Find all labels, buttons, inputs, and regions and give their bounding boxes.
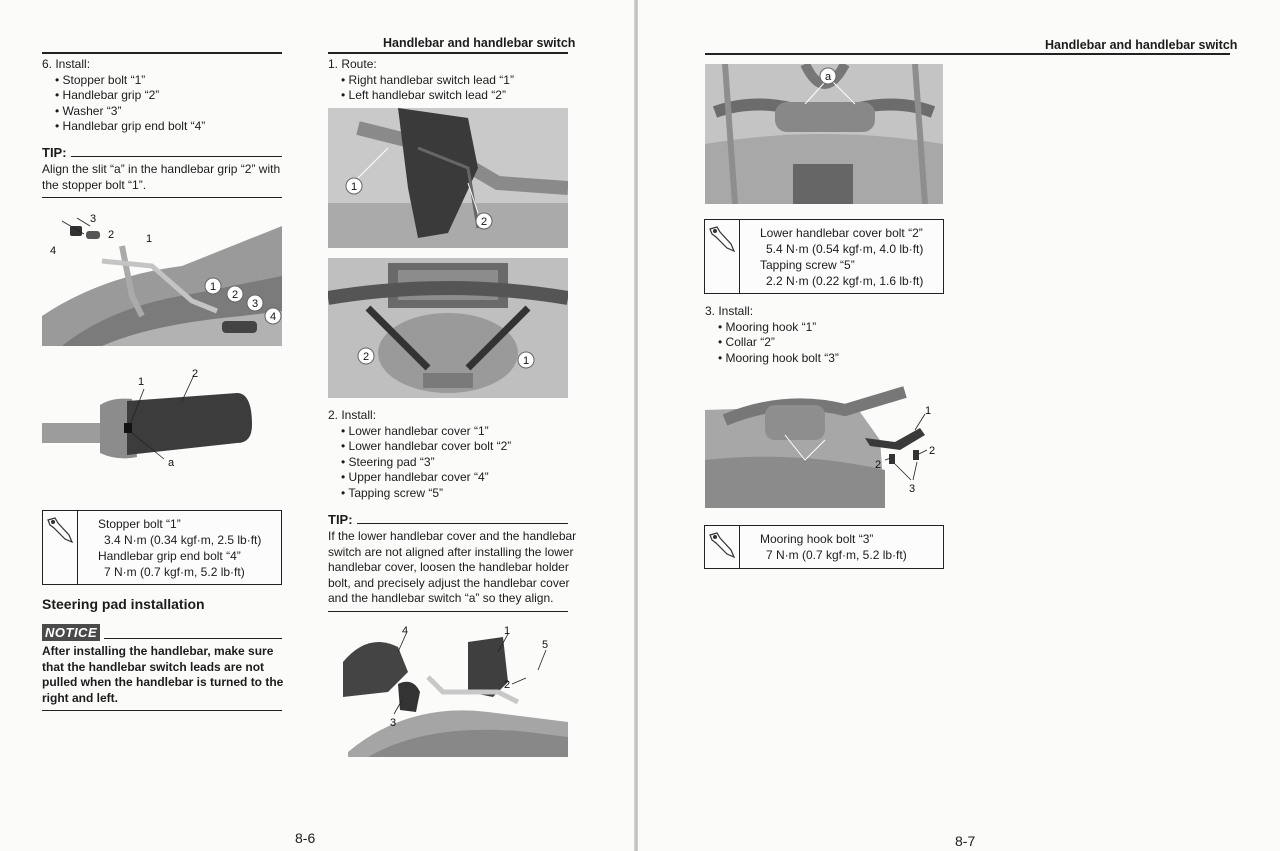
- torque-wrench-icon: [705, 220, 740, 293]
- tip-line: switch are not aligned after installing the lower: [328, 544, 574, 559]
- torque-line: Tapping screw “5”: [760, 258, 855, 272]
- callout-3: 3: [909, 483, 916, 495]
- callout-3: 3: [390, 717, 397, 729]
- callout-2: 2: [504, 679, 511, 691]
- step2-item: • Steering pad “3”: [341, 454, 435, 469]
- callout-2: 2: [481, 216, 488, 228]
- callout-1: 1: [925, 405, 932, 417]
- torque-line: Lower handlebar cover bolt “2”: [760, 226, 923, 240]
- grip-exploded-figure: [42, 206, 282, 346]
- torque-line: 2.2 N·m (0.22 kgf·m, 1.6 lb·ft): [766, 274, 924, 288]
- step2-item: • Upper handlebar cover “4”: [341, 470, 489, 484]
- step3-title: 3. Install:: [705, 304, 754, 318]
- torque-line: 7 N·m (0.7 kgf·m, 5.2 lb·ft): [766, 548, 907, 562]
- callout-1: 1: [210, 281, 217, 293]
- torque-line: 3.4 N·m (0.34 kgf·m, 2.5 lb·ft): [104, 533, 262, 547]
- callout-2: 2: [232, 289, 239, 301]
- callout-3: 3: [252, 298, 259, 310]
- torque-line: 5.4 N·m (0.54 kgf·m, 4.0 lb·ft): [766, 242, 924, 256]
- callout-1: 1: [138, 376, 145, 388]
- callout-a: a: [168, 457, 175, 469]
- callout-2: 2: [192, 368, 199, 380]
- step3-item: • Mooring hook “1”: [718, 319, 817, 334]
- page-number-left: 8-6: [295, 830, 316, 846]
- notice-line: After installing the handlebar, make sure: [42, 644, 274, 658]
- torque-spec-box: [42, 510, 282, 585]
- page-number-right: 8-7: [955, 833, 976, 849]
- callout-2: 2: [363, 351, 370, 363]
- torque-line: Stopper bolt “1”: [98, 517, 181, 531]
- callout-4: 4: [50, 245, 57, 257]
- step1-item: • Left handlebar switch lead “2”: [341, 88, 506, 102]
- callout-3: 3: [90, 213, 97, 225]
- step2-title: 2. Install:: [328, 408, 377, 422]
- step1-block: [328, 57, 573, 104]
- mooring-hook-figure: [705, 380, 945, 508]
- callout-1: 1: [351, 181, 358, 193]
- notice-label: NOTICE: [42, 624, 100, 641]
- cover-exploded-figure: [328, 622, 568, 757]
- callout-2: 2: [929, 445, 936, 457]
- torque-wrench-icon: [43, 511, 78, 584]
- step6-item: • Stopper bolt “1”: [55, 72, 146, 87]
- tip-box-1: [42, 145, 282, 198]
- step6-item: • Handlebar grip “2”: [55, 88, 160, 102]
- tip-label: TIP:: [42, 145, 67, 160]
- step2-item: • Lower handlebar cover bolt “2”: [341, 439, 512, 453]
- header-rule-right: [705, 53, 1230, 55]
- page-header-right: Handlebar and handlebar switch: [1045, 38, 1238, 52]
- torque-line: Mooring hook bolt “3”: [760, 532, 874, 546]
- torque-spec-box: [704, 525, 944, 569]
- grip-slit-figure: [42, 365, 282, 480]
- tip-line: If the lower handlebar cover and the handlebar: [328, 529, 577, 543]
- lead-routing-top-view-photo: [328, 258, 568, 398]
- tip-line: the stopper bolt “1”.: [42, 177, 147, 192]
- step3-item: • Collar “2”: [718, 335, 775, 349]
- callout-1: 1: [504, 625, 511, 637]
- section-title: Steering pad installation: [42, 596, 205, 612]
- torque-spec-box: [704, 219, 944, 294]
- callout-2: 2: [875, 459, 882, 471]
- notice-line: right and left.: [42, 690, 118, 705]
- tip-box-2: [328, 512, 577, 612]
- step2-block: [328, 408, 573, 501]
- handlebar-switch-photo: [705, 64, 943, 204]
- callout-a: a: [825, 71, 832, 83]
- tip-line: Align the slit “a” in the handlebar grip “2” with: [42, 162, 281, 176]
- tip-label: TIP:: [328, 512, 353, 527]
- callout-4: 4: [270, 311, 277, 323]
- tip-line: bolt, and precisely adjust the handlebar cover: [328, 575, 570, 590]
- step2-item: • Tapping screw “5”: [341, 485, 444, 500]
- step3-block: [705, 304, 945, 366]
- header-rule-left-col1: [42, 52, 282, 54]
- step2-item: • Lower handlebar cover “1”: [341, 423, 489, 438]
- step6-item: • Handlebar grip end bolt “4”: [55, 119, 206, 133]
- step1-item: • Right handlebar switch lead “1”: [341, 72, 514, 87]
- header-rule-left: [328, 52, 568, 54]
- step6-title: 6. Install:: [42, 57, 91, 71]
- callout-4: 4: [402, 625, 409, 637]
- tip-line: and the handlebar switch “a” so they align.: [328, 591, 554, 605]
- tip-line: handlebar cover, loosen the handlebar holder: [328, 560, 569, 574]
- torque-line: Handlebar grip end bolt “4”: [98, 549, 241, 563]
- step3-item: • Mooring hook bolt “3”: [718, 350, 839, 365]
- step1-title: 1. Route:: [328, 57, 377, 71]
- torque-line: 7 N·m (0.7 kgf·m, 5.2 lb·ft): [104, 565, 245, 579]
- callout-2: 2: [108, 229, 115, 241]
- callout-1: 1: [523, 355, 530, 367]
- step6-block: [42, 57, 287, 135]
- notice-line: pulled when the handlebar is turned to the: [42, 675, 284, 689]
- switch-lead-routing-photo: [328, 108, 568, 248]
- notice-box: [42, 624, 282, 711]
- page-header-left: Handlebar and handlebar switch: [383, 36, 576, 50]
- callout-1: 1: [146, 233, 153, 245]
- notice-line: that the handlebar switch leads are not: [42, 659, 265, 674]
- step6-item: • Washer “3”: [55, 103, 122, 118]
- torque-wrench-icon: [705, 526, 740, 568]
- callout-5: 5: [542, 639, 549, 651]
